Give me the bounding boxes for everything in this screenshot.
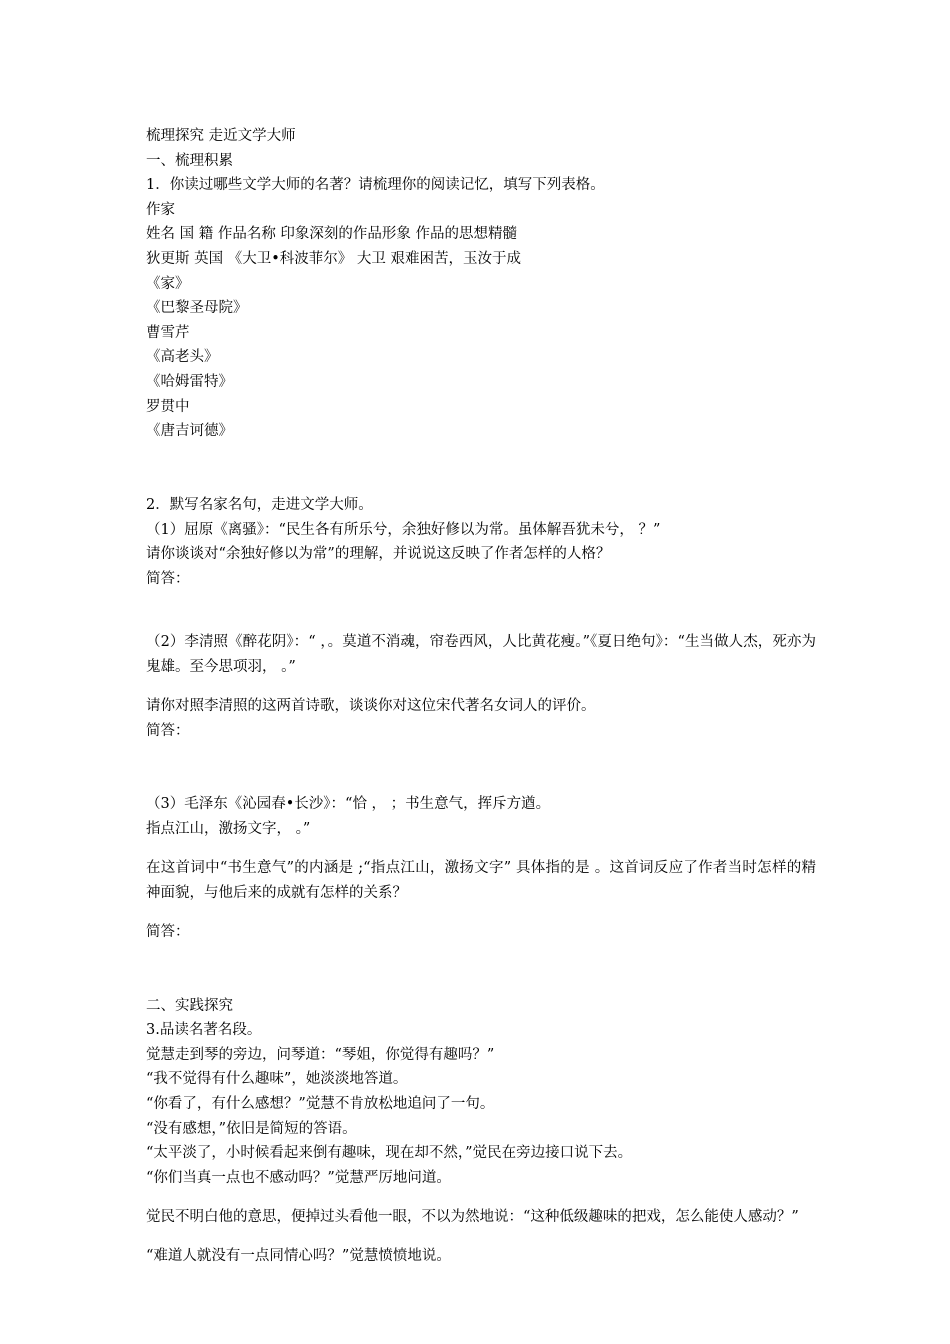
question-2-1: （1）屈原《离骚》：“民生各有所乐兮，余独好修以为常。虽体解吾犹未兮， ？” xyxy=(146,521,661,538)
question-2-1-prompt: 请你谈谈对“余独好修以为常”的理解，并说说这反映了作者怎样的人格？ xyxy=(146,546,611,563)
question-2-3-cont: 指点江山，激扬文字， 。” xyxy=(146,821,311,838)
answer-label: 简答： xyxy=(146,570,190,587)
table-row: 曹雪芹 xyxy=(146,324,190,341)
table-row: 《巴黎圣母院》 xyxy=(146,300,248,317)
table-row: 罗贯中 xyxy=(146,398,190,415)
question-2-3: （3）毛泽东《沁园春•长沙》：“恰 ， ；书生意气，挥斥方遒。 xyxy=(146,796,551,813)
passage-line: 觉慧走到琴的旁边，问琴道：“琴姐，你觉得有趣吗？” xyxy=(146,1046,495,1063)
table-row: 狄更斯 英国 《大卫•科波菲尔》 大卫 艰难困苦，玉汝于成 xyxy=(146,250,521,267)
table-row: 《家》 xyxy=(146,275,190,292)
section-heading: 一、梳理积累 xyxy=(146,152,233,169)
question-1: 1．你读过哪些文学大师的名著？请梳理你的阅读记忆，填写下列表格。 xyxy=(146,177,605,194)
passage-line: “太平淡了，小时候看起来倒有趣味，现在却不然，”觉民在旁边接口说下去。 xyxy=(146,1145,633,1162)
question-3: 3.品读名著名段。 xyxy=(146,1022,262,1039)
answer-label: 简答： xyxy=(146,722,190,739)
question-2: 2．默写名家名句，走进文学大师。 xyxy=(146,496,373,513)
table-header: 姓名 国 籍 作品名称 印象深刻的作品形象 作品的思想精髓 xyxy=(146,226,518,243)
table-row: 《哈姆雷特》 xyxy=(146,373,233,390)
question-2-3-prompt: 在这首词中“书生意气”的内涵是 ;“指点江山，激扬文字” 具体指的是 。这首词反应了作者当时怎样的精神面貌，与他后来的成就有怎样的关系？ xyxy=(146,860,816,901)
document-title: 梳理探究 走近文学大师 xyxy=(146,128,296,144)
passage-line: “你们当真一点也不感动吗？”觉慧严厉地问道。 xyxy=(146,1169,451,1186)
question-2-2: （2）李清照《醉花阴》：“ ，。莫道不消魂，帘卷西风，人比黄花瘦。”《夏日绝句》：“生当做人杰，死亦为鬼雄。至今思项羽， 。” xyxy=(146,634,816,675)
passage-line: 觉民不明白他的意思，便掉过头看他一眼，不以为然地说：“这种低级趣味的把戏，怎么能使人感动？” xyxy=(146,1208,799,1225)
document-page xyxy=(146,124,816,1269)
table-row: 《唐吉诃德》 xyxy=(146,423,233,440)
passage-line: “你看了，有什么感想？”觉慧不肯放松地追问了一句。 xyxy=(146,1095,495,1112)
table-row: 《高老头》 xyxy=(146,349,219,366)
section-heading: 二、实践探究 xyxy=(146,997,233,1014)
answer-label: 简答： xyxy=(146,923,190,940)
passage-line: “没有感想，”依旧是简短的答语。 xyxy=(146,1120,357,1137)
passage-line: “我不觉得有什么趣味”，她淡淡地答道。 xyxy=(146,1071,408,1088)
question-2-2-prompt: 请你对照李清照的这两首诗歌，谈谈你对这位宋代著名女词人的评价。 xyxy=(146,698,596,715)
table-header-top: 作家 xyxy=(146,201,175,218)
passage-line: “难道人就没有一点同情心吗？”觉慧愤愤地说。 xyxy=(146,1247,451,1264)
